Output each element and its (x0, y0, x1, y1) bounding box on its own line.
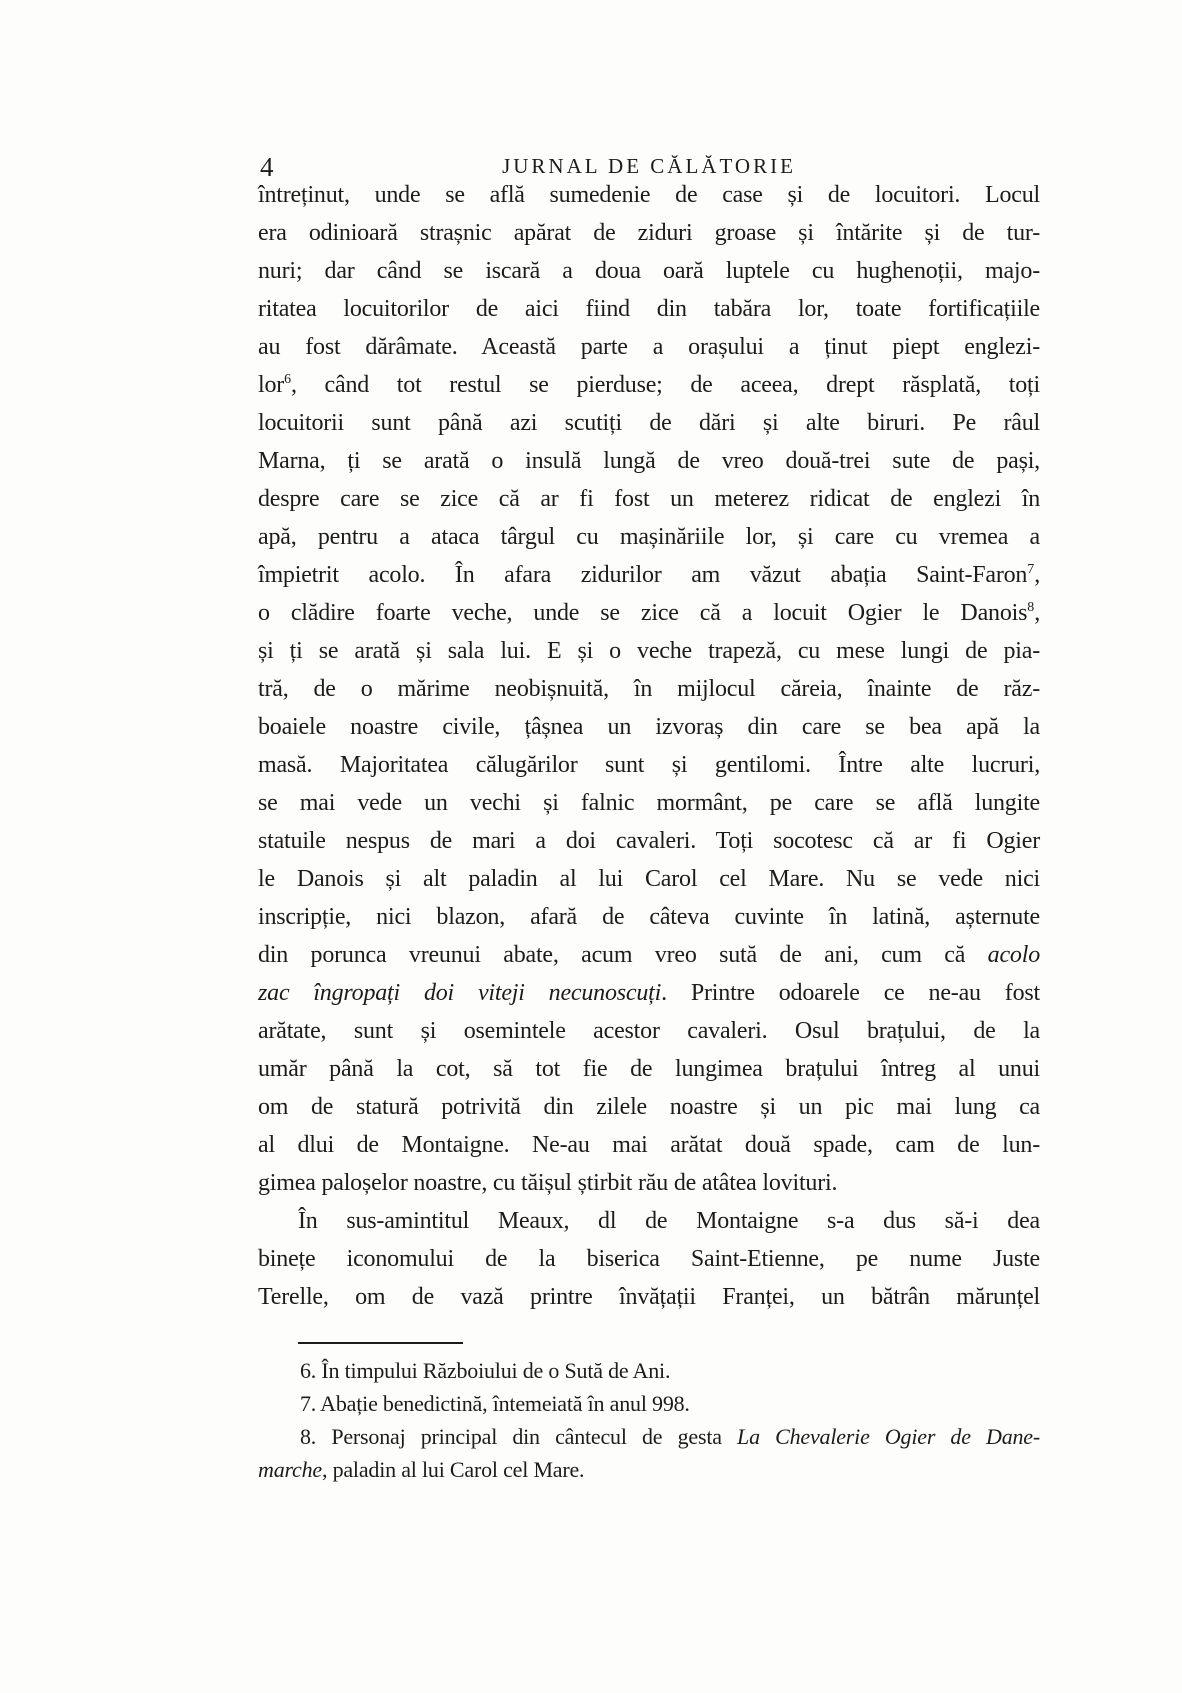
footnote-line: 8. Personaj principal din cântecul de gesta La Chevalerie Ogier de Dane- (300, 1424, 1040, 1449)
body-line: zac îngropați doi viteji necunoscuți. Printre odoarele ce ne-au fost (258, 980, 1041, 1006)
page-number: 4 (260, 152, 274, 182)
body-line: al dlui de Montaigne. Ne-au mai arătat două spade, cam de lun- (258, 1132, 1040, 1158)
body-line: ritatea locuitorilor de aici fiind din tabăra lor, toate fortificațiile (258, 296, 1040, 322)
body-line: masă. Majoritatea călugărilor sunt și gentilomi. Între alte lucruri, (258, 752, 1040, 778)
body-line: În sus-amintitul Meaux, dl de Montaigne s-a dus să-i dea (298, 1208, 1040, 1234)
body-line: împietrit acolo. În afara zidurilor am văzut abația Saint-Faron$^7$, (258, 562, 1040, 588)
footnotes (258, 1354, 1040, 1486)
body-line: despre care se zice că ar fi fost un meterez ridicat de englezi în (258, 486, 1040, 512)
body-text (258, 176, 1040, 1316)
body-line: boaiele noastre civile, țâșnea un izvoraș din care se bea apă la (258, 714, 1040, 740)
body-line: era odinioară strașnic apărat de ziduri groase și întărite și de tur- (258, 220, 1040, 246)
body-line: Marna, ți se arată o insulă lungă de vreo două-trei sute de pași, (258, 448, 1040, 474)
text-column (258, 176, 1040, 1486)
body-line: om de statură potrivită din zilele noastre și un pic mai lung ca (258, 1094, 1040, 1120)
body-line: Terelle, om de vază printre învățații Franței, un bătrân mărunțel (258, 1284, 1040, 1310)
footnote-line: marche, paladin al lui Carol cel Mare. (258, 1457, 585, 1482)
running-title: JURNAL DE CĂLĂTORIE (502, 154, 796, 178)
body-line: întreținut, unde se află sumedenie de case și de locuitori. Locul (258, 182, 1040, 208)
body-line: apă, pentru a ataca târgul cu mașinăriile lor, și care cu vremea a (258, 524, 1040, 550)
body-line: arătate, sunt și osemintele acestor cavaleri. Osul brațului, de la (258, 1018, 1040, 1044)
body-line: o clădire foarte veche, unde se zice că a locuit Ogier le Danois$^8$, (258, 600, 1040, 626)
body-line: și ți se arată și sala lui. E și o veche trapeză, cu mese lungi de pia- (258, 638, 1040, 664)
body-line: lor$^6$, când tot restul se pierduse; de aceea, drept răsplată, toți (258, 372, 1040, 398)
body-line: locuitorii sunt până azi scutiți de dări și alte biruri. Pe râul (258, 410, 1040, 436)
body-line: statuile nespus de mari a doi cavaleri. Toți socotesc că ar fi Ogier (258, 828, 1040, 854)
footnote-line: 6. În timpului Războiului de o Sută de Ani. (300, 1358, 671, 1383)
body-line: au fost dărâmate. Această parte a orașului a ținut piept englezi- (258, 334, 1040, 360)
body-line: tră, de o mărime neobișnuită, în mijlocul căreia, înainte de răz- (258, 676, 1040, 702)
body-line: gimea paloșelor noastre, cu tăișul știrbit rău de atâtea lovituri. (258, 1170, 838, 1196)
body-line: se mai vede un vechi și falnic mormânt, pe care se află lungite (258, 790, 1040, 816)
body-line: umăr până la cot, să tot fie de lungimea brațului întreg al unui (258, 1056, 1040, 1082)
footnote-line: 7. Abație benedictină, întemeiată în anul 998. (300, 1391, 690, 1416)
body-line: nuri; dar când se iscară a doua oară luptele cu hughenoții, majo- (258, 258, 1040, 284)
body-line: inscripție, nici blazon, afară de câteva cuvinte în latină, așternute (258, 904, 1040, 930)
footnote-separator (298, 1342, 463, 1344)
body-line: din porunca vreunui abate, acum vreo sută de ani, cum că acolo (258, 942, 1040, 968)
body-line: le Danois și alt paladin al lui Carol cel Mare. Nu se vede nici (258, 866, 1040, 892)
body-line: binețe iconomului de la biserica Saint-Etienne, pe nume Juste (258, 1246, 1040, 1272)
